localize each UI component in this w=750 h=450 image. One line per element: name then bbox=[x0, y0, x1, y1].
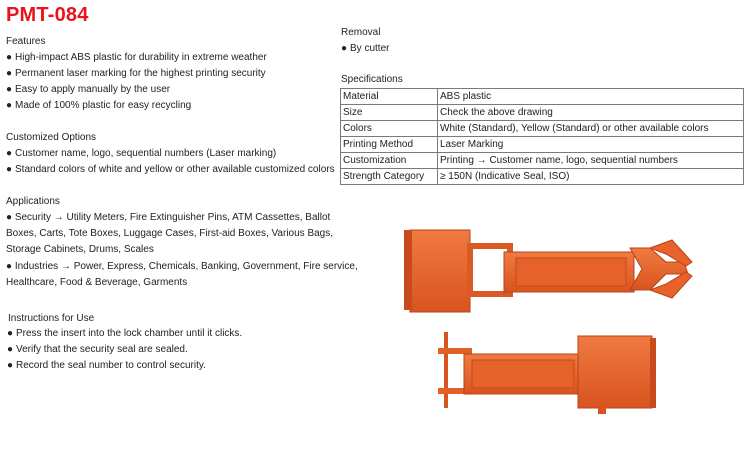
applications-heading: Applications bbox=[6, 196, 60, 207]
list-item: ● Easy to apply manually by the user bbox=[6, 82, 267, 98]
instructions-list bbox=[7, 326, 242, 374]
specifications-heading: Specifications bbox=[341, 74, 403, 85]
removal-heading: Removal bbox=[341, 27, 381, 38]
bullet-icon: ● bbox=[6, 148, 13, 159]
table-row: Size Check the above drawing bbox=[341, 105, 744, 121]
bullet-icon: ● bbox=[6, 100, 13, 111]
seal-photo-top bbox=[404, 222, 696, 314]
removal-list bbox=[341, 41, 389, 57]
product-title: PMT-084 bbox=[6, 4, 89, 26]
list-item: ● High-impact ABS plastic for durability in extreme weather bbox=[6, 50, 267, 66]
list-item: ● Verify that the security seal are sealed. bbox=[7, 342, 242, 358]
list-item: ● Customer name, logo, sequential numbers (Laser marking) bbox=[6, 146, 335, 162]
list-item: ● Press the insert into the lock chamber until it clicks. bbox=[7, 326, 242, 342]
bullet-icon: ● bbox=[6, 212, 13, 223]
table-row: Printing Method Laser Marking bbox=[341, 137, 744, 153]
list-item: ● Standard colors of white and yellow or other available customized colors bbox=[6, 162, 335, 178]
customized-list bbox=[6, 146, 335, 178]
list-item: ● Permanent laser marking for the highest printing security bbox=[6, 66, 267, 82]
list-item: ● Record the seal number to control security. bbox=[7, 358, 242, 374]
table-row: Material ABS plastic bbox=[341, 89, 744, 105]
table-row: Strength Category ≥ 150N (Indicative Seal, ISO) bbox=[341, 169, 744, 185]
list-item: ● Made of 100% plastic for easy recycling bbox=[6, 98, 267, 114]
table-row: Colors White (Standard), Yellow (Standard) or other available colors bbox=[341, 121, 744, 137]
seal-photo-bottom bbox=[438, 332, 660, 414]
bullet-icon: ● bbox=[6, 52, 13, 63]
bullet-icon: ● bbox=[6, 68, 13, 79]
applications-security: ● Security → Utility Meters, Fire Extinguisher Pins, ATM Cassettes, Ballot Boxes, Carts, Tote Boxes, Luggage Cases, First-aid Boxes, Various Bags, Storage Cabinets, Drums, Scales bbox=[6, 212, 334, 255]
bullet-icon: ● bbox=[6, 164, 13, 175]
bullet-icon: ● bbox=[7, 360, 14, 371]
bullet-icon: ● bbox=[6, 84, 13, 95]
bullet-icon: ● bbox=[7, 328, 14, 339]
bullet-icon: ● bbox=[7, 344, 14, 355]
features-list bbox=[6, 50, 267, 114]
applications-industries: ● Industries → Power, Express, Chemicals, Banking, Government, Fire service, Healthcare, Food & Beverage, Garments bbox=[6, 261, 358, 288]
specifications-table bbox=[340, 88, 744, 185]
list-item: ● By cutter bbox=[341, 41, 389, 57]
bullet-icon: ● bbox=[341, 43, 348, 54]
instructions-heading: Instructions for Use bbox=[8, 313, 95, 324]
table-row: Customization Printing → Customer name, logo, sequential numbers bbox=[341, 153, 744, 169]
features-heading: Features bbox=[6, 36, 46, 47]
customized-heading: Customized Options bbox=[6, 132, 97, 143]
bullet-icon: ● bbox=[6, 261, 13, 272]
